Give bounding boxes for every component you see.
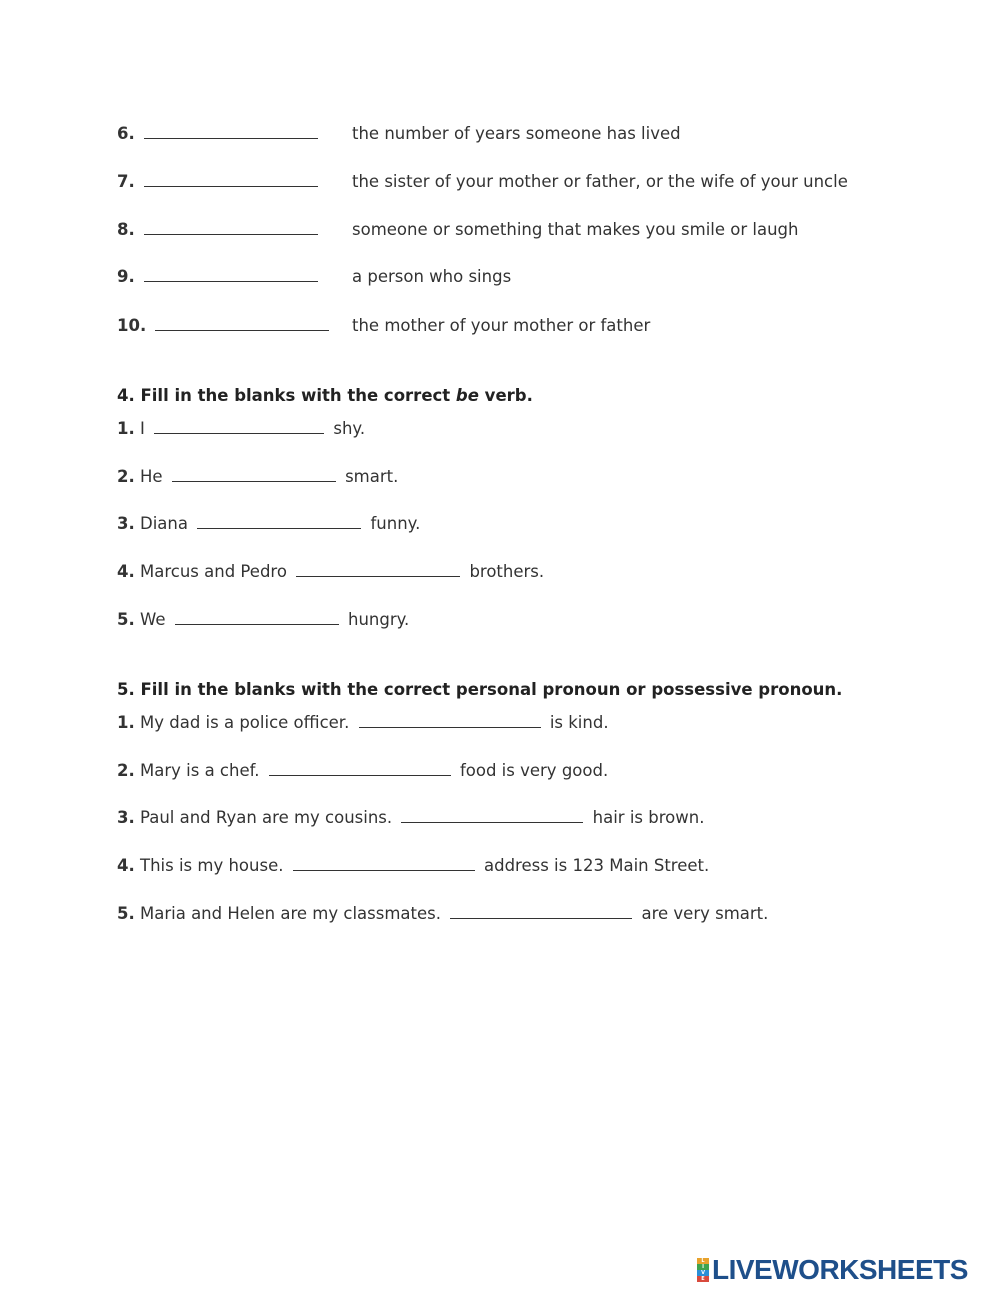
logo-badge-icon xyxy=(697,1258,709,1282)
answer-blank[interactable] xyxy=(293,856,475,871)
item-number: 10. xyxy=(117,316,147,335)
item-number: 1. xyxy=(117,713,135,732)
item-number: 2. xyxy=(117,467,135,486)
matching-item-6 xyxy=(117,123,322,145)
sentence-end: address is 123 Main Street. xyxy=(483,856,710,875)
matching-item-8 xyxy=(117,219,322,241)
badge-letter: E xyxy=(697,1276,709,1282)
sentence-end: are very smart. xyxy=(641,904,769,923)
sentence-start: This is my house. xyxy=(140,856,284,875)
answer-blank[interactable] xyxy=(154,419,324,434)
heading-emphasis: be xyxy=(455,386,479,405)
badge-letter: I xyxy=(697,1264,709,1270)
section-4-item-3 xyxy=(117,513,420,535)
answer-blank[interactable] xyxy=(359,713,541,728)
heading-text: verb. xyxy=(478,386,533,405)
sentence-start: I xyxy=(140,419,145,438)
section-5-heading: 5. Fill in the blanks with the correct personal pronoun or possessive pronoun. xyxy=(117,680,843,699)
sentence-start: We xyxy=(140,610,166,629)
section-4-item-2 xyxy=(117,466,398,488)
section-4-heading xyxy=(117,385,533,407)
item-number: 3. xyxy=(117,808,135,827)
sentence-end: food is very good. xyxy=(459,761,609,780)
item-number: 6. xyxy=(117,124,135,143)
answer-blank[interactable] xyxy=(197,514,361,529)
definition-text: a person who sings xyxy=(352,267,512,286)
item-number: 2. xyxy=(117,761,135,780)
answer-blank[interactable] xyxy=(144,124,318,139)
definition-text: the number of years someone has lived xyxy=(352,124,681,143)
sentence-end: funny. xyxy=(370,514,421,533)
matching-item-10 xyxy=(117,315,333,337)
sentence-start: He xyxy=(140,467,163,486)
sentence-end: shy. xyxy=(333,419,366,438)
answer-blank[interactable] xyxy=(144,267,318,282)
sentence-start: Mary is a chef. xyxy=(140,761,260,780)
sentence-start: My dad is a police officer. xyxy=(140,713,350,732)
item-number: 4. xyxy=(117,856,135,875)
section-5-item-3 xyxy=(117,807,704,829)
liveworksheets-logo[interactable] xyxy=(697,1256,968,1284)
definition-text: someone or something that makes you smile or laugh xyxy=(352,220,799,239)
badge-letter: V xyxy=(697,1270,709,1276)
item-number: 4. xyxy=(117,562,135,581)
badge-letter: L xyxy=(697,1258,709,1264)
answer-blank[interactable] xyxy=(269,761,451,776)
item-number: 5. xyxy=(117,610,135,629)
sentence-end: hair is brown. xyxy=(592,808,705,827)
answer-blank[interactable] xyxy=(175,610,339,625)
sentence-end: is kind. xyxy=(549,713,609,732)
sentence-end: hungry. xyxy=(348,610,410,629)
sentence-start: Diana xyxy=(140,514,188,533)
section-5-item-5 xyxy=(117,903,768,925)
answer-blank[interactable] xyxy=(401,808,583,823)
section-5-item-1 xyxy=(117,712,609,734)
sentence-start: Maria and Helen are my classmates. xyxy=(140,904,441,923)
definition-text: the mother of your mother or father xyxy=(352,316,651,335)
section-5-item-4 xyxy=(117,855,709,877)
item-number: 7. xyxy=(117,172,135,191)
definition-text: the sister of your mother or father, or the wife of your uncle xyxy=(352,172,848,191)
answer-blank[interactable] xyxy=(144,172,318,187)
heading-text: 4. Fill in the blanks with the correct xyxy=(117,386,456,405)
section-4-item-4 xyxy=(117,561,544,583)
item-number: 9. xyxy=(117,267,135,286)
matching-item-9 xyxy=(117,266,322,288)
answer-blank[interactable] xyxy=(144,220,318,235)
item-number: 3. xyxy=(117,514,135,533)
sentence-end: smart. xyxy=(345,467,399,486)
answer-blank[interactable] xyxy=(296,562,460,577)
section-4-item-1 xyxy=(117,418,365,440)
sentence-start: Paul and Ryan are my cousins. xyxy=(140,808,393,827)
logo-text: LIVEWORKSHEETS xyxy=(712,1254,968,1285)
item-number: 1. xyxy=(117,419,135,438)
answer-blank[interactable] xyxy=(155,316,329,331)
answer-blank[interactable] xyxy=(172,467,336,482)
sentence-start: Marcus and Pedro xyxy=(140,562,287,581)
sentence-end: brothers. xyxy=(469,562,545,581)
item-number: 8. xyxy=(117,220,135,239)
section-5-item-2 xyxy=(117,760,608,782)
item-number: 5. xyxy=(117,904,135,923)
answer-blank[interactable] xyxy=(450,904,632,919)
matching-item-7 xyxy=(117,171,322,193)
section-4-item-5 xyxy=(117,609,409,631)
